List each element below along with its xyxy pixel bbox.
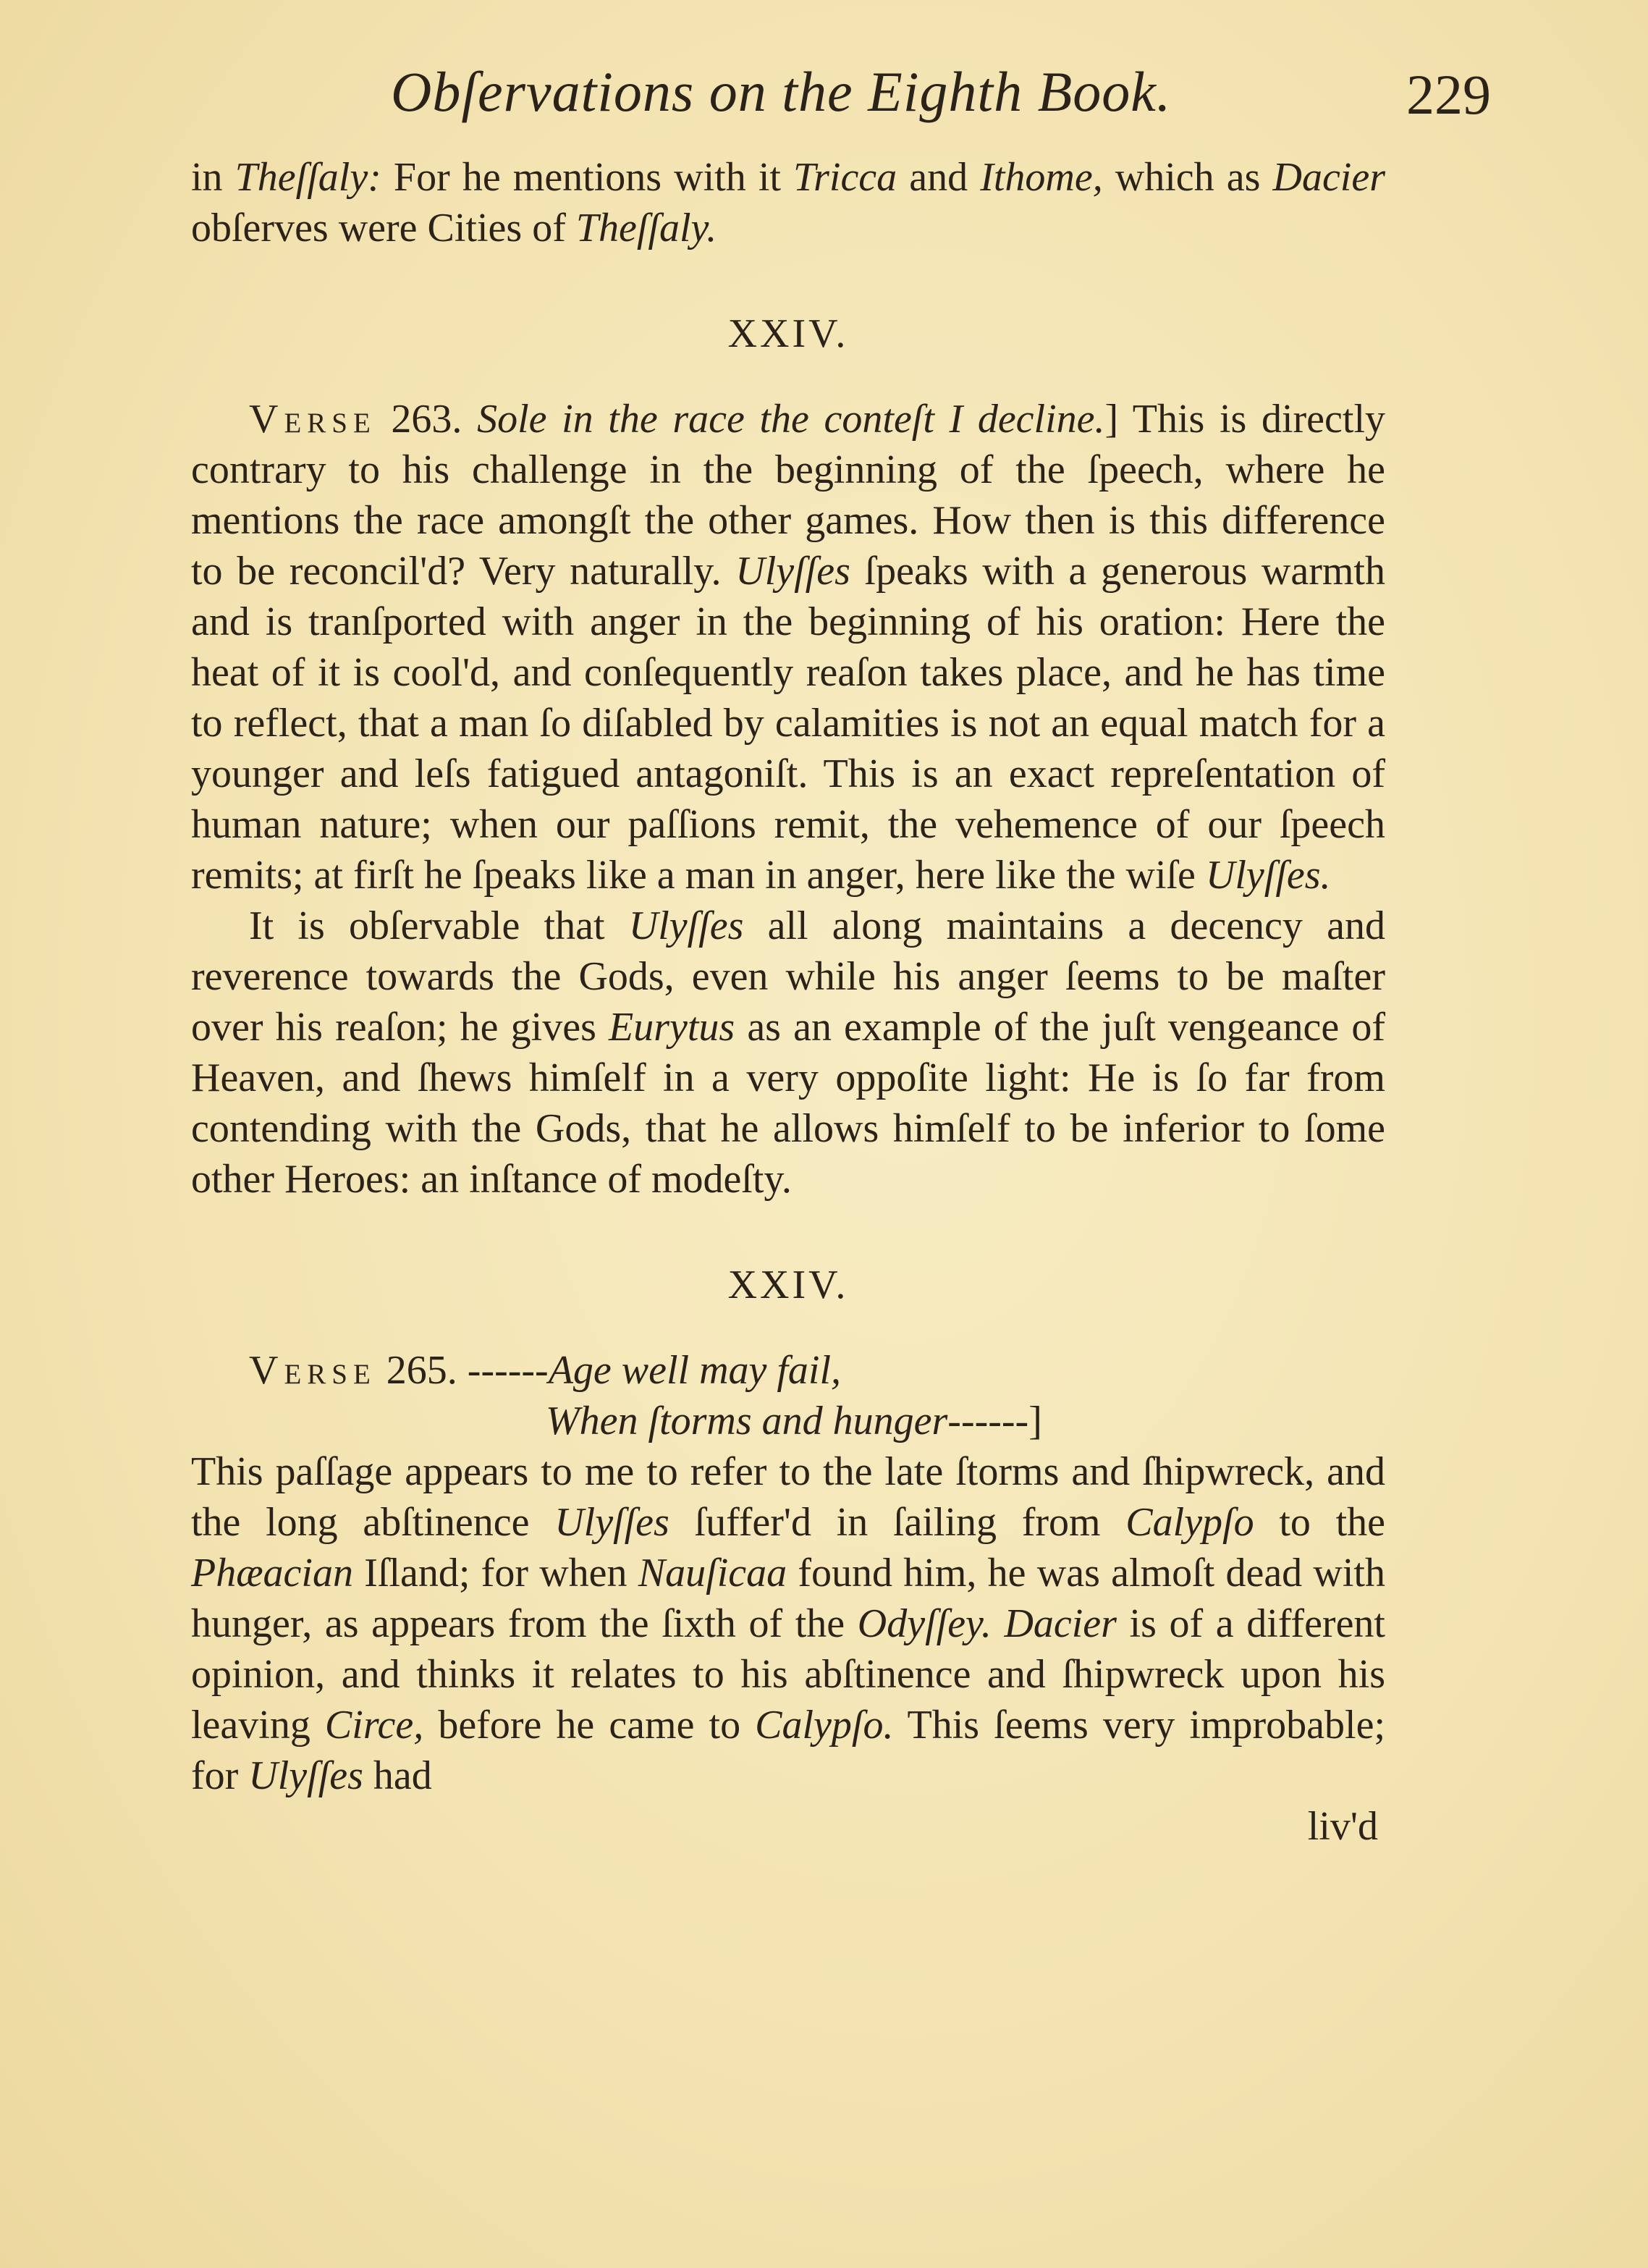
text-run: ſuffer'd in ſailing from [669, 1500, 1126, 1545]
text-run: For he mentions with it [381, 155, 794, 200]
text-run: had [363, 1753, 432, 1798]
verse-quotation [191, 1345, 1385, 1446]
text-run: obſerves were Cities of [191, 206, 576, 250]
text-run: ſpeaks with a generous warmth and is tranſported with anger in the beginning of his oration: Here the heat of it is cool'd, and conſequently reaſon takes place, and he has time to reflect, that a man ſo diſabled by calamities is not an equal match for a younger and leſs fatigued antagoniſt. This is an exact repreſentation of human nature; when our paſſions remit, the vehemence of our ſpeech remits; at firſt he ſpeaks like a man in anger, here like the wiſe [191, 549, 1385, 898]
section-heading: XXIV. [727, 1262, 849, 1307]
italic-run: Ulyſſes [628, 903, 744, 948]
text-run: found him, he was almoſt dead with hunger, as appears from the ſixth of the [191, 1551, 1385, 1646]
note-paragraph [191, 901, 1385, 1205]
italic-run: Tricca [793, 155, 897, 200]
text-run: which as [1102, 155, 1273, 200]
italic-run: Ithome, [980, 155, 1103, 200]
italic-run: Circe, [324, 1703, 424, 1748]
running-header [391, 59, 1520, 139]
body-text [191, 152, 1385, 1852]
text-run: to the [1254, 1500, 1385, 1545]
intro-paragraph [191, 152, 1385, 253]
note-paragraph [191, 1446, 1385, 1801]
running-title: Obſervations on the Eighth Book. [391, 60, 1172, 123]
italic-run: Dacier [1004, 1601, 1117, 1646]
italic-run: Odyſſey. [857, 1601, 992, 1646]
text-run: is of a different opinion, and thinks it relates to his abſtinence and ſhipwreck upon his leaving [191, 1601, 1385, 1748]
page-number: 229 [1406, 63, 1491, 126]
italic-run: Ulyſſes [735, 549, 850, 594]
verse-number: 263. [376, 397, 478, 442]
italic-run: Ulyſſes [248, 1753, 363, 1798]
italic-run: Phæacian [191, 1551, 353, 1595]
section-heading: XXIV. [727, 311, 849, 356]
text-run: This paſſage appears to me to refer to the late ſtorms and ſhipwreck, and the long abſtinence [191, 1449, 1385, 1545]
text-run: ] [1104, 397, 1119, 442]
italic-run: Dacier [1272, 155, 1386, 200]
text-run [992, 1601, 1005, 1646]
text-run: This ſeems very improbable; for [191, 1703, 1386, 1798]
text-run: in [191, 155, 235, 200]
verse-number: 265. [376, 1348, 468, 1393]
text-run: Iſland; for when [352, 1551, 638, 1595]
verse-quote: When ſtorms and hunger [546, 1399, 948, 1443]
verse-line [191, 1345, 1385, 1396]
italic-run: Nauſicaa [638, 1551, 787, 1595]
italic-run: Ulyſſes [554, 1500, 669, 1545]
verse-label: Verse [249, 397, 376, 442]
text-run: and [897, 155, 981, 200]
text-run: before he came to [423, 1703, 756, 1748]
text-run: This is directly contrary to his challenge in the beginning of the ſpeech, where he mentions the race amongſt the other games. How then is this difference to be reconcil'd? Very naturally. [191, 397, 1386, 594]
italic-run: Calypſo. [755, 1703, 894, 1748]
verse-label: Verse [249, 1348, 376, 1393]
verse-quote: Sole in the race the conteſt I decline. [477, 397, 1105, 442]
text-run: ------] [947, 1399, 1042, 1443]
text-run: as an example of the juſt vengeance of Heaven, and ſhews himſelf in a very oppoſite light: He is ſo far from contending with the Gods, that he allows himſelf to be inferior to ſome other Heroes: an inſtance of modeſty. [191, 1005, 1385, 1202]
italic-run: Theſſaly: [234, 155, 381, 200]
note-paragraph [191, 394, 1385, 901]
catchword: liv'd [1307, 1804, 1378, 1849]
italic-run: Calypſo [1125, 1500, 1254, 1545]
italic-run: Theſſaly. [575, 206, 717, 250]
verse-quote: Age well may fail, [548, 1348, 842, 1393]
text-run: ------ [467, 1348, 549, 1393]
verse-line [191, 1396, 1385, 1446]
text-run: all along maintains a decency and reverence towards the Gods, even while his anger ſeems to be maſter over his reaſon; he gives [191, 903, 1385, 1050]
italic-run: Eurytus [608, 1005, 735, 1050]
italic-run: Ulyſſes. [1205, 853, 1331, 898]
text-run: It is obſervable that [249, 903, 629, 948]
